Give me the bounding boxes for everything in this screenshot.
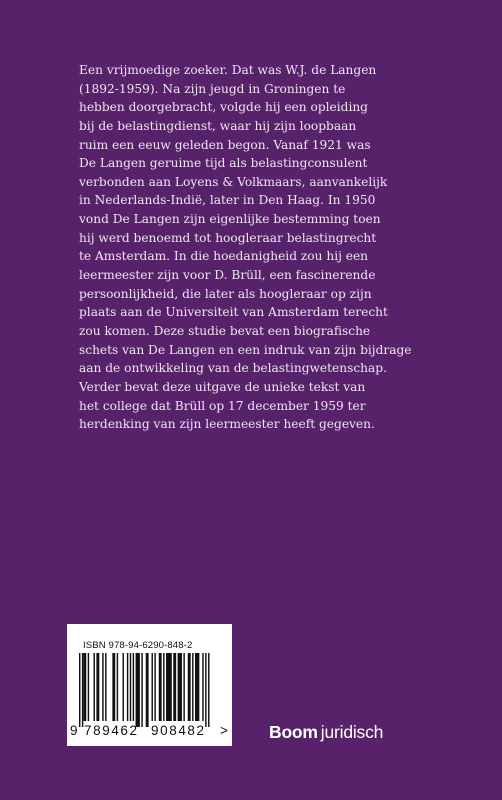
blurb-line: Verder bevat deze uitgave de unieke tekst van bbox=[79, 379, 366, 394]
blurb-line: hij werd benoemd tot hoogleraar belastingrecht bbox=[79, 230, 377, 245]
blurb-line: Een vrijmoedige zoeker. Dat was W.J. de Langen bbox=[79, 63, 377, 77]
barcode-bar bbox=[136, 653, 140, 727]
barcode-bar bbox=[82, 653, 83, 727]
barcode-bar bbox=[183, 653, 184, 721]
barcode-bar bbox=[178, 653, 182, 721]
barcode-bar bbox=[192, 653, 193, 721]
blurb-line: schets van De Langen en een indruk van zijn bijdrage bbox=[79, 342, 412, 357]
barcode-digit-group-left: 789462 bbox=[84, 723, 139, 738]
isbn-label: ISBN 978-94-6290-848-2 bbox=[83, 640, 193, 651]
barcode-bar bbox=[195, 653, 199, 721]
blurb-line: leermeester zijn voor D. Brüll, een fascinerende bbox=[79, 268, 376, 283]
barcode-bar bbox=[117, 653, 118, 721]
blurb-text bbox=[79, 61, 412, 434]
barcode-bar bbox=[83, 653, 86, 721]
barcode-bar bbox=[159, 653, 162, 721]
blurb-line: verbonden aan Loyens & Volkmaars, aanvankelijk bbox=[79, 174, 388, 189]
blurb-line: bij de belastingdienst, waar hij zijn loopbaan bbox=[79, 118, 357, 133]
barcode-digits bbox=[70, 723, 230, 741]
barcode-digit-first: 9 bbox=[70, 723, 78, 738]
blurb-line: plaats aan de Universiteit van Amsterdam terecht bbox=[79, 305, 388, 320]
barcode-bar bbox=[112, 653, 115, 721]
barcode-bar bbox=[154, 653, 155, 721]
barcode-bar bbox=[205, 653, 206, 727]
barcode-bar bbox=[173, 653, 176, 721]
blurb-line: te Amsterdam. In die hoedanigheid zou hij een bbox=[79, 249, 369, 264]
blurb-line: De Langen geruime tijd als belastingconsulent bbox=[79, 156, 368, 171]
blurb-line: aan de ontwikkeling van de belastingwetenschap. bbox=[79, 361, 387, 376]
barcode-bar bbox=[102, 653, 103, 721]
blurb-line: ruim een eeuw geleden begon. Vanaf 1921 was bbox=[79, 137, 371, 152]
barcode-bars bbox=[75, 653, 225, 727]
barcode-bar bbox=[127, 653, 128, 721]
barcode-bar bbox=[152, 653, 153, 721]
publisher-name-regular: juridisch bbox=[320, 722, 384, 742]
blurb-line: vond De Langen zijn eigenlijke bestemming toen bbox=[79, 212, 381, 227]
barcode-bar bbox=[141, 653, 142, 727]
barcode-bar bbox=[79, 653, 80, 727]
blurb-line: zou komen. Deze studie bevat een biografische bbox=[79, 323, 371, 338]
barcode-bar bbox=[166, 653, 172, 721]
blurb-line: het college dat Brüll op 17 december 1959 ter bbox=[79, 398, 366, 413]
barcode-arrow: > bbox=[220, 723, 228, 738]
blurb-line: (1892-1959). Na zijn jeugd in Groningen te bbox=[79, 81, 346, 96]
barcode-bar bbox=[146, 653, 149, 727]
barcode-bar bbox=[96, 653, 99, 721]
barcode-bar bbox=[133, 653, 134, 721]
barcode-bar bbox=[208, 653, 209, 727]
barcode-digit-group-right: 908482 bbox=[151, 723, 206, 738]
barcode-bar bbox=[130, 653, 131, 721]
publisher-logo bbox=[269, 722, 383, 743]
barcode-bar bbox=[123, 653, 124, 721]
barcode-bar bbox=[105, 653, 106, 721]
blurb-line: in Nederlands-Indië, later in Den Haag. In 1950 bbox=[79, 193, 376, 208]
blurb-line: persoonlijkheid, die later als hoogleraar op zijn bbox=[79, 286, 372, 301]
barcode-bar bbox=[202, 653, 203, 721]
barcode-bar bbox=[163, 653, 164, 721]
barcode-bar bbox=[188, 653, 191, 721]
publisher-name-bold: Boom bbox=[269, 722, 318, 742]
barcode-bar bbox=[94, 653, 95, 721]
blurb-line: herdenking van zijn leermeester heeft gegeven. bbox=[79, 417, 375, 432]
isbn-barcode bbox=[67, 624, 232, 746]
blurb-line: hebben doorgebracht, volgde hij een opleiding bbox=[79, 100, 368, 115]
barcode-bar bbox=[88, 653, 89, 721]
